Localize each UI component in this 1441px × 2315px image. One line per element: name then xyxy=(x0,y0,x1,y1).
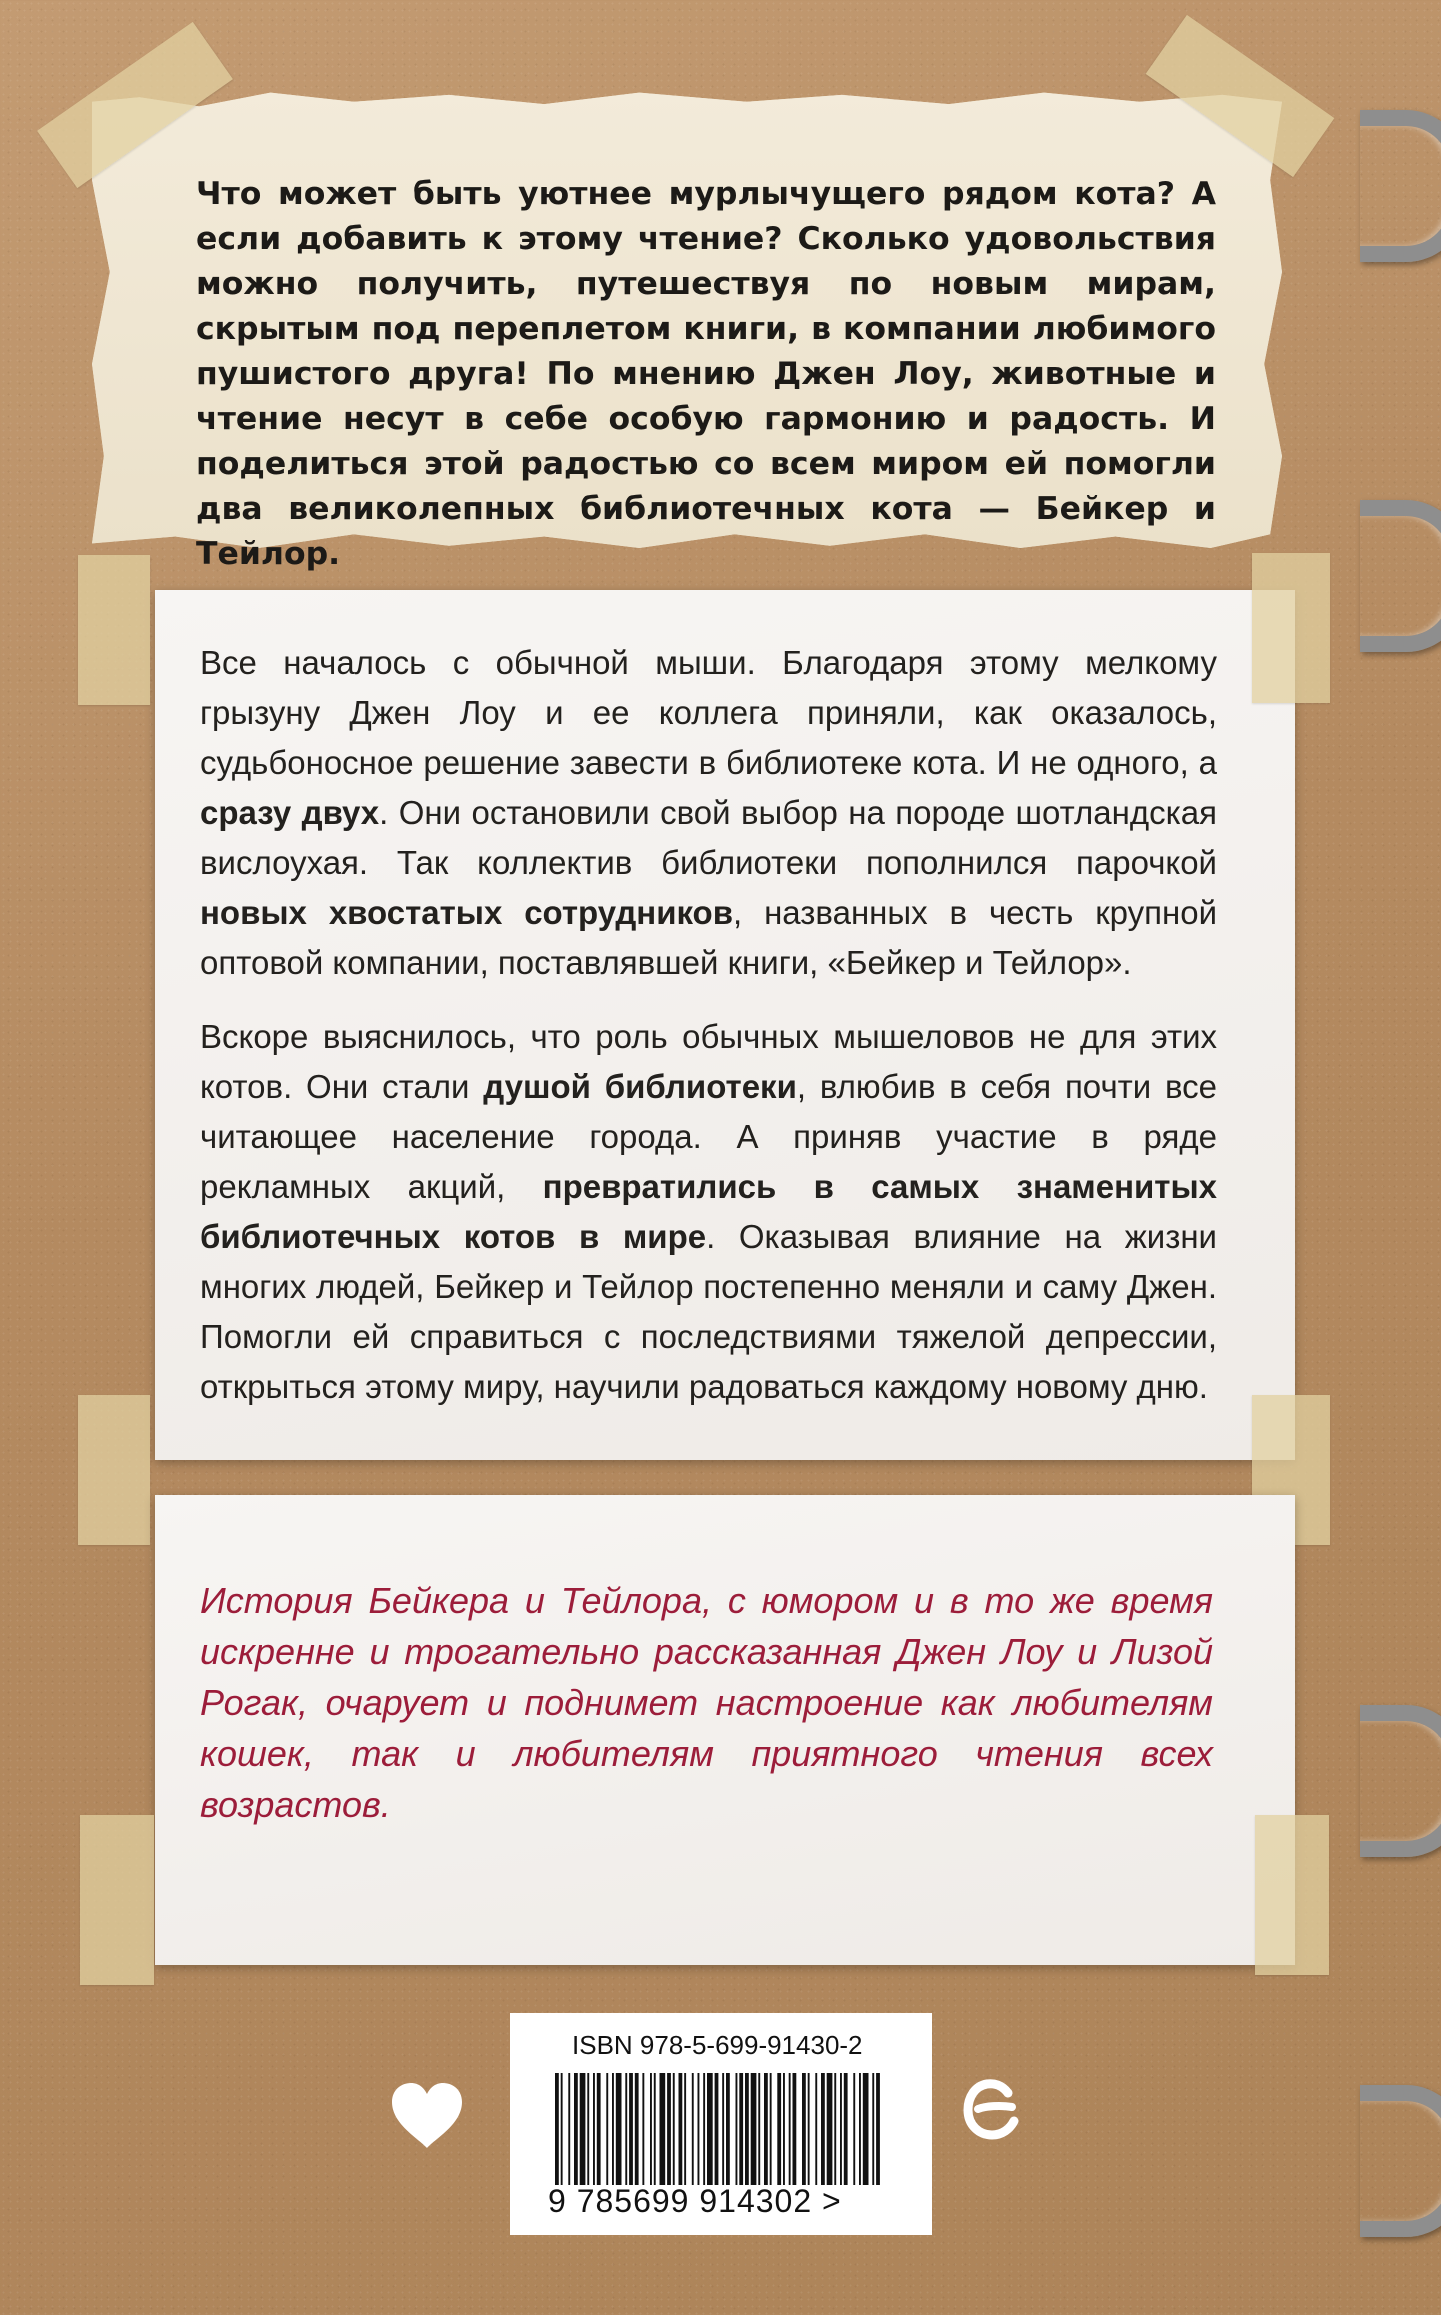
ean-digits: 9 785699 914302 > xyxy=(548,2183,842,2219)
barcode-bar xyxy=(722,2073,724,2185)
barcode-bar xyxy=(673,2073,675,2185)
binder-ring-icon xyxy=(1360,2085,1441,2237)
barcode-bar xyxy=(758,2073,760,2185)
barcode-bar xyxy=(789,2073,791,2185)
barcode-bar xyxy=(707,2073,713,2185)
binder-ring-icon xyxy=(1360,1705,1441,1857)
barcode-bar xyxy=(574,2073,578,2185)
binder-ring-icon xyxy=(1360,110,1441,262)
barcode-bar xyxy=(679,2073,683,2185)
description-paragraph-2: Вскоре выяснилось, что роль обычных мышеловов не для этих котов. Они стали душой библиотеки, влюбив в себя почти все читающее население города. А приняв участие в ряде рекламных акций, превратились в самых знаменитых библиотечных котов в мире. Оказывая влияние на жизни многих людей, Бейкер и Тейлор постепенно меняли и саму Джен. Помогли ей справиться с последствиями тяжелой депрессии, открыться этому миру, научили радоваться каждому новому дню. xyxy=(200,1018,1217,1405)
barcode-bar xyxy=(698,2073,700,2185)
barcode-bar xyxy=(684,2073,686,2185)
description-paragraph-1: Все началось с обычной мыши. Благодаря этому мелкому грызуну Джен Лоу и ее коллега приняли, как оказалось, судьбоносное решение завести в библиотеке кота. И не одного, а сразу двух. Они остановили свой выбор на породе шотландская вислоухая. Так коллектив библиотеки пополнился парочкой новых хвостатых сотрудников, названных в честь крупной оптовой компании, поставлявшей книги, «Бейкер и Тейлор». xyxy=(200,644,1218,981)
tape-quote-br xyxy=(1255,1815,1329,1975)
barcode-bar xyxy=(793,2073,797,2185)
barcode-bar xyxy=(612,2073,614,2185)
barcode-bar xyxy=(834,2073,836,2185)
intro-text: Что может быть уютнее мурлычущего рядом кота? А если добавить к этому чтение? Сколько удовольствия можно получить, путешествуя по новым мирам, скрытым под переплетом книги, в компании любимого пушистого друга! По мнению Джен Лоу, животные и чтение несут в себе особую гармонию и радость. И поделиться этой радостью со всем миром ей помогли два великолепных библиотечных кота — Бейкер и Тейлор. xyxy=(196,175,1216,572)
barcode-bar xyxy=(555,2073,559,2185)
barcode-bar xyxy=(777,2073,781,2185)
barcode-bar xyxy=(692,2073,694,2185)
barcode-bar xyxy=(844,2073,848,2185)
barcode-bar xyxy=(764,2073,768,2185)
barcode-bar xyxy=(568,2073,570,2185)
barcode-bar xyxy=(654,2073,656,2185)
barcode-bar xyxy=(635,2073,639,2185)
barcode-bar xyxy=(625,2073,627,2185)
tape-main-bl xyxy=(78,1395,150,1545)
barcode-bar xyxy=(667,2073,671,2185)
tape-quote-bl xyxy=(80,1815,154,1985)
tape-main-tr xyxy=(1252,553,1330,703)
barcode-bar xyxy=(853,2073,855,2185)
barcode-bar xyxy=(629,2073,633,2185)
quote-text: История Бейкера и Тейлора, с юмором и в то же время искренне и трогательно рассказанная Джен Лоу и Лизой Рогак, очарует и поднимет настроение как любителям кошек, так и любителям приятного чтения всех возрастов. xyxy=(200,1580,1213,1825)
barcode-bar xyxy=(827,2073,833,2185)
barcode-bar xyxy=(616,2073,622,2185)
barcode-bar xyxy=(770,2073,772,2185)
barcode-bar xyxy=(802,2073,806,2185)
barcode-bar xyxy=(739,2073,743,2185)
barcode-bar xyxy=(650,2073,652,2185)
barcode-bar xyxy=(840,2073,842,2185)
barcode-bar xyxy=(821,2073,825,2185)
barcode-bar xyxy=(745,2073,749,2185)
barcode-bar xyxy=(783,2073,785,2185)
publisher-logo-icon xyxy=(960,2075,1024,2145)
barcode-bar xyxy=(606,2073,608,2185)
binder-ring-icon xyxy=(1360,500,1441,652)
barcode-bar xyxy=(561,2073,563,2185)
barcode-bar xyxy=(872,2073,874,2185)
barcode-bar xyxy=(580,2073,586,2185)
barcode-bar xyxy=(815,2073,817,2185)
barcode-bar xyxy=(587,2073,589,2185)
barcode-bar xyxy=(876,2073,880,2185)
barcode-bar xyxy=(715,2073,719,2185)
barcode-bars xyxy=(555,2073,885,2185)
isbn-text: ISBN 978-5-699-91430-2 xyxy=(572,2030,863,2060)
barcode-bar xyxy=(751,2073,757,2185)
barcode-bar xyxy=(736,2073,738,2185)
tape-main-tl xyxy=(78,555,150,705)
barcode-bar xyxy=(703,2073,705,2185)
barcode-bar xyxy=(726,2073,730,2185)
heart-icon xyxy=(388,2080,466,2150)
barcode-bar xyxy=(660,2073,666,2185)
barcode-bar xyxy=(642,2073,644,2185)
barcode-bar xyxy=(863,2073,869,2185)
barcode-bar xyxy=(593,2073,595,2185)
barcode-bar xyxy=(597,2073,601,2185)
barcode-bar xyxy=(808,2073,810,2185)
barcode-bar xyxy=(859,2073,861,2185)
